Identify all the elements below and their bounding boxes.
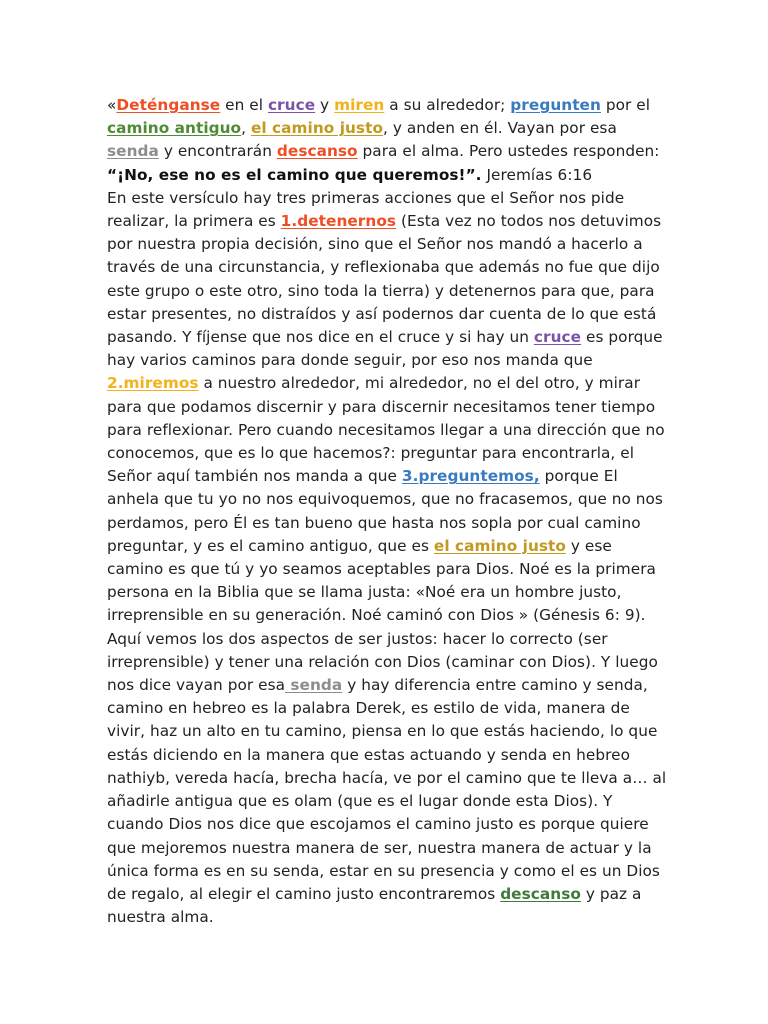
text-segment: preguntar, y es el camino antiguo, que es bbox=[107, 536, 434, 555]
text-segment: para que podamos discernir y para discernir necesitamos tener tiempo bbox=[107, 397, 656, 416]
text-segment: hay varios caminos para donde seguir, por eso nos manda que bbox=[107, 351, 593, 370]
text-line bbox=[107, 581, 667, 604]
text-line bbox=[107, 558, 667, 581]
text-segment: pasando. Y fíjense que nos dice en el cruce y si hay un bbox=[107, 328, 534, 347]
text-line bbox=[107, 837, 667, 860]
text-segment: este grupo o este otro, sino toda la tierra) y detenernos para que, para bbox=[107, 281, 655, 300]
text-line bbox=[107, 674, 667, 697]
text-line bbox=[107, 744, 667, 767]
text-line bbox=[107, 117, 667, 140]
text-line bbox=[107, 651, 667, 674]
text-segment: nathiyb, vereda hacía, brecha hacía, ve por el camino que te lleva a… al bbox=[107, 768, 667, 787]
text-segment: irreprensible) y tener una relación con Dios (caminar con Dios). Y luego bbox=[107, 652, 658, 671]
text-segment: perdamos, pero Él es tan bueno que hasta nos sopla por cual camino bbox=[107, 513, 641, 532]
text-line bbox=[107, 488, 667, 511]
text-line bbox=[107, 94, 667, 117]
text-line bbox=[107, 720, 667, 743]
text-line bbox=[107, 187, 667, 210]
highlighted-term: 2.miremos bbox=[107, 374, 199, 393]
highlighted-term: senda bbox=[107, 142, 159, 161]
highlighted-term: descanso bbox=[500, 884, 581, 903]
text-segment: a nuestro alrededor, mi alrededor, no el del otro, y mirar bbox=[198, 374, 641, 393]
highlighted-term: descanso bbox=[276, 142, 358, 161]
text-segment: y ese bbox=[565, 536, 612, 555]
text-segment: En este versículo hay tres primeras acciones que el Señor nos pide bbox=[107, 188, 625, 207]
text-segment: Señor aquí también nos manda a que bbox=[107, 467, 402, 486]
text-line bbox=[107, 372, 667, 395]
text-segment: para reflexionar. Pero cuando necesitamos llegar a una dirección que no bbox=[107, 420, 665, 439]
text-line bbox=[107, 233, 667, 256]
text-line bbox=[107, 442, 667, 465]
text-segment: a su alrededor; bbox=[384, 96, 511, 114]
text-segment: , y anden en él. Vayan por esa bbox=[383, 119, 617, 138]
text-line bbox=[107, 465, 667, 488]
text-segment: de regalo, al elegir el camino justo encontraremos bbox=[107, 884, 501, 903]
text-segment: única forma es en su senda, estar en su presencia y como el es un Dios bbox=[107, 861, 660, 880]
text-segment: anhela que tu yo no nos equivoquemos, que no fracasemos, que no nos bbox=[107, 490, 663, 509]
text-segment: porque El bbox=[539, 467, 618, 486]
text-line bbox=[107, 349, 667, 372]
highlighted-term: camino antiguo bbox=[107, 119, 242, 138]
text-segment: , bbox=[241, 119, 251, 138]
highlighted-term: pregunten bbox=[510, 96, 601, 114]
text-segment: por nuestra propia decisión, sino que el Señor nos mandó a hacerlo a bbox=[107, 235, 643, 254]
text-line bbox=[107, 303, 667, 326]
text-segment: nuestra alma. bbox=[107, 908, 214, 927]
text-segment: que mejoremos nuestra manera de ser, nuestra manera de actuar y la bbox=[107, 838, 652, 857]
text-segment: y bbox=[315, 96, 335, 114]
highlighted-term: cruce bbox=[267, 96, 316, 114]
document-body bbox=[107, 94, 667, 929]
text-line bbox=[107, 767, 667, 790]
text-segment: es porque bbox=[581, 328, 663, 347]
highlighted-term: el camino justo bbox=[250, 119, 384, 138]
text-line bbox=[107, 906, 667, 929]
text-segment: realizar, la primera es bbox=[107, 212, 281, 231]
text-segment: través de una circunstancia, y reflexionaba que además no fue que dijo bbox=[107, 258, 660, 277]
text-segment: y hay diferencia entre camino y senda, bbox=[342, 676, 648, 695]
text-line bbox=[107, 210, 667, 233]
text-segment: « bbox=[107, 96, 117, 114]
text-line bbox=[107, 628, 667, 651]
text-segment: en el bbox=[220, 96, 268, 114]
text-segment: cuando Dios nos dice que escojamos el camino justo es porque quiere bbox=[107, 815, 649, 834]
text-segment: camino en hebreo es la palabra Derek, es estilo de vida, manera de bbox=[107, 699, 630, 718]
text-line bbox=[107, 419, 667, 442]
text-segment: añadirle antigua que es olam (que es el lugar donde esta Dios). Y bbox=[107, 792, 613, 811]
text-segment: y encontrarán bbox=[158, 142, 277, 161]
text-line bbox=[107, 512, 667, 535]
text-segment: para el alma. Pero ustedes responden: bbox=[357, 142, 660, 161]
highlighted-term: Deténganse bbox=[116, 96, 221, 114]
text-segment: vivir, haz un alto en tu camino, piensa en lo que estás haciendo, lo que bbox=[107, 722, 658, 741]
highlighted-term: miren bbox=[334, 96, 385, 114]
text-line bbox=[107, 813, 667, 836]
text-segment: y paz a bbox=[580, 884, 642, 903]
text-segment: por el bbox=[600, 96, 651, 114]
text-segment: irreprensible en su generación. Noé caminó con Dios » (Génesis 6: 9). bbox=[107, 606, 646, 625]
highlighted-term: cruce bbox=[533, 328, 582, 347]
highlighted-term: 1.detenernos bbox=[280, 212, 397, 231]
text-line bbox=[107, 535, 667, 558]
text-line bbox=[107, 883, 667, 906]
text-segment: conocemos, que es lo que hacemos?: preguntar para encontrarla, el bbox=[107, 444, 635, 463]
text-segment: persona en la Biblia que se llama justa: «Noé era un hombre justo, bbox=[107, 583, 622, 602]
text-line bbox=[107, 140, 667, 163]
text-line bbox=[107, 604, 667, 627]
highlighted-term: senda bbox=[285, 676, 343, 695]
text-line bbox=[107, 790, 667, 813]
text-line bbox=[107, 280, 667, 303]
highlighted-term: 3.preguntemos, bbox=[401, 467, 540, 486]
text-segment: (Esta vez no todos nos detuvimos bbox=[396, 212, 662, 231]
text-segment: camino es que tú y yo seamos aceptables para Dios. Noé es la primera bbox=[107, 560, 656, 579]
highlighted-term: el camino justo bbox=[433, 536, 566, 555]
bold-quote: “¡No, ese no es el camino que queremos!”. bbox=[107, 165, 482, 184]
text-line bbox=[107, 697, 667, 720]
text-line bbox=[107, 326, 667, 349]
text-line bbox=[107, 396, 667, 419]
text-segment: estás diciendo en la manera que estas actuando y senda en hebreo bbox=[107, 745, 630, 764]
text-line bbox=[107, 164, 667, 187]
text-line bbox=[107, 860, 667, 883]
text-segment: Aquí vemos los dos aspectos de ser justos: hacer lo correcto (ser bbox=[107, 629, 608, 648]
text-segment: nos dice vayan por esa bbox=[107, 676, 286, 695]
text-line bbox=[107, 256, 667, 279]
text-segment: Jeremías 6:16 bbox=[481, 165, 593, 184]
text-segment: estar presentes, no distraídos y así podernos dar cuenta de lo que está bbox=[107, 304, 657, 323]
